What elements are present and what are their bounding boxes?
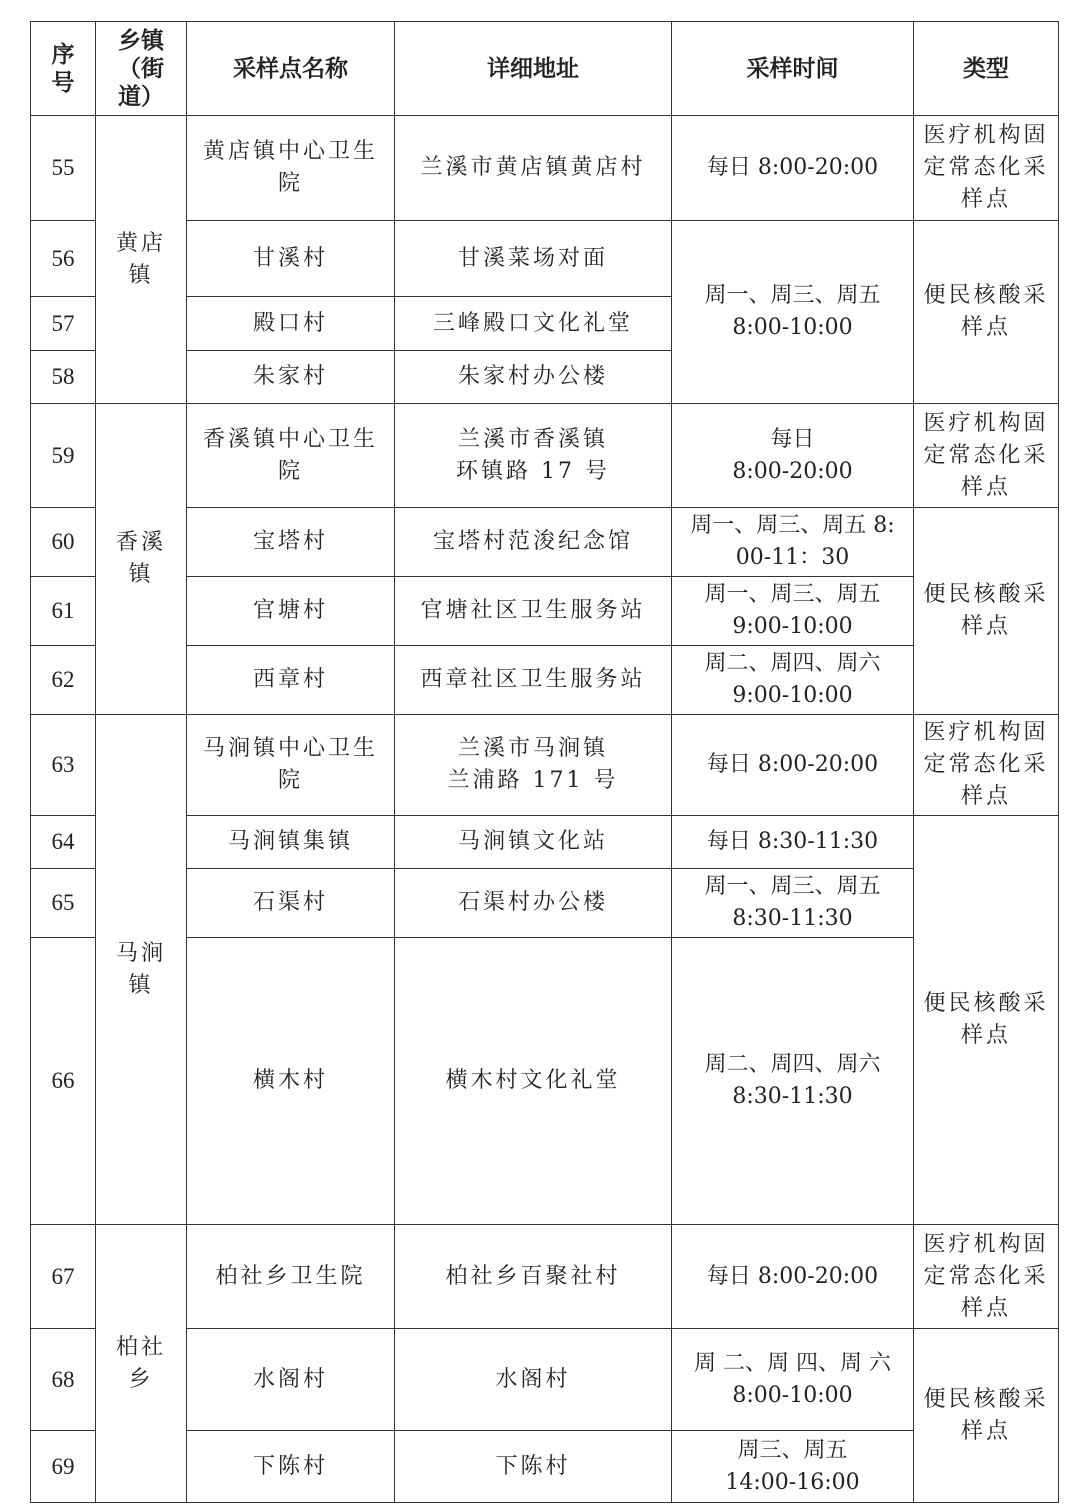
site-type: 医疗机构固 定常态化采 样点 <box>914 715 1059 816</box>
header-name: 采样点名称 <box>187 22 395 116</box>
site-address: 横木村文化礼堂 <box>395 938 672 1225</box>
town-cell: 马涧 镇 <box>96 715 187 1225</box>
header-row <box>31 22 1059 116</box>
header-type: 类型 <box>914 22 1059 116</box>
town-cell: 黄店 镇 <box>96 116 187 404</box>
site-name: 朱家村 <box>187 351 395 404</box>
site-name: 横木村 <box>187 938 395 1225</box>
site-name: 下陈村 <box>187 1431 395 1503</box>
site-name: 宝塔村 <box>187 508 395 577</box>
table-row <box>31 1225 1059 1329</box>
sampling-time: 每日 8:00-20:00 <box>672 715 914 816</box>
sampling-time: 周二、周四、周六 9:00-10:00 <box>672 646 914 715</box>
header-address: 详细地址 <box>395 22 672 116</box>
site-type: 便民核酸采 样点 <box>914 508 1059 715</box>
site-name: 马涧镇集镇 <box>187 816 395 869</box>
row-number: 60 <box>31 508 96 577</box>
sampling-time: 每日 8:00-20:00 <box>672 1225 914 1329</box>
sampling-time: 周一、周三、周五 8:00-10:00 <box>672 221 914 404</box>
row-number: 68 <box>31 1329 96 1431</box>
site-address: 朱家村办公楼 <box>395 351 672 404</box>
site-address: 宝塔村范浚纪念馆 <box>395 508 672 577</box>
sampling-sites-table <box>30 21 1059 1503</box>
site-address: 下陈村 <box>395 1431 672 1503</box>
site-type: 便民核酸采 样点 <box>914 1329 1059 1503</box>
row-number: 63 <box>31 715 96 816</box>
site-name: 柏社乡卫生院 <box>187 1225 395 1329</box>
site-name: 殿口村 <box>187 297 395 351</box>
site-name: 黄店镇中心卫生 院 <box>187 116 395 221</box>
site-address: 甘溪菜场对面 <box>395 221 672 297</box>
site-type: 医疗机构固 定常态化采 样点 <box>914 404 1059 508</box>
row-number: 62 <box>31 646 96 715</box>
site-address: 马涧镇文化站 <box>395 816 672 869</box>
row-number: 69 <box>31 1431 96 1503</box>
town-cell: 香溪 镇 <box>96 404 187 715</box>
row-number: 57 <box>31 297 96 351</box>
site-name: 马涧镇中心卫生 院 <box>187 715 395 816</box>
row-number: 59 <box>31 404 96 508</box>
sampling-time: 每日 8:00-20:00 <box>672 404 914 508</box>
site-address: 西章社区卫生服务站 <box>395 646 672 715</box>
site-type: 便民核酸采 样点 <box>914 816 1059 1225</box>
site-type: 医疗机构固 定常态化采 样点 <box>914 1225 1059 1329</box>
site-type: 医疗机构固 定常态化采 样点 <box>914 116 1059 221</box>
table-row <box>31 404 1059 508</box>
site-type: 便民核酸采 样点 <box>914 221 1059 404</box>
header-town: 乡镇 （街 道） <box>96 22 187 116</box>
row-number: 56 <box>31 221 96 297</box>
site-address: 官塘社区卫生服务站 <box>395 577 672 646</box>
site-address: 兰溪市黄店镇黄店村 <box>395 116 672 221</box>
sampling-time: 周一、周三、周五 8:30-11:30 <box>672 869 914 938</box>
sampling-time: 周三、周五 14:00-16:00 <box>672 1431 914 1503</box>
site-name: 西章村 <box>187 646 395 715</box>
sampling-time: 周二、周四、周六 8:30-11:30 <box>672 938 914 1225</box>
site-address: 石渠村办公楼 <box>395 869 672 938</box>
sampling-time: 周一、周三、周五 8: 00-11：30 <box>672 508 914 577</box>
sampling-time: 周 二、周 四、周 六 8:00-10:00 <box>672 1329 914 1431</box>
row-number: 65 <box>31 869 96 938</box>
sampling-time: 周一、周三、周五 9:00-10:00 <box>672 577 914 646</box>
table-row <box>31 116 1059 221</box>
row-number: 61 <box>31 577 96 646</box>
site-address: 兰溪市马涧镇 兰浦路 171 号 <box>395 715 672 816</box>
row-number: 64 <box>31 816 96 869</box>
town-cell: 柏社 乡 <box>96 1225 187 1503</box>
site-address: 柏社乡百聚社村 <box>395 1225 672 1329</box>
site-address: 水阁村 <box>395 1329 672 1431</box>
row-number: 55 <box>31 116 96 221</box>
header-time: 采样时间 <box>672 22 914 116</box>
site-name: 石渠村 <box>187 869 395 938</box>
header-index: 序 号 <box>31 22 96 116</box>
row-number: 67 <box>31 1225 96 1329</box>
site-name: 水阁村 <box>187 1329 395 1431</box>
site-name: 甘溪村 <box>187 221 395 297</box>
table-row <box>31 715 1059 816</box>
site-name: 香溪镇中心卫生 院 <box>187 404 395 508</box>
site-address: 三峰殿口文化礼堂 <box>395 297 672 351</box>
site-name: 官塘村 <box>187 577 395 646</box>
sampling-time: 每日 8:30-11:30 <box>672 816 914 869</box>
row-number: 58 <box>31 351 96 404</box>
row-number: 66 <box>31 938 96 1225</box>
site-address: 兰溪市香溪镇 环镇路 17 号 <box>395 404 672 508</box>
sampling-time: 每日 8:00-20:00 <box>672 116 914 221</box>
